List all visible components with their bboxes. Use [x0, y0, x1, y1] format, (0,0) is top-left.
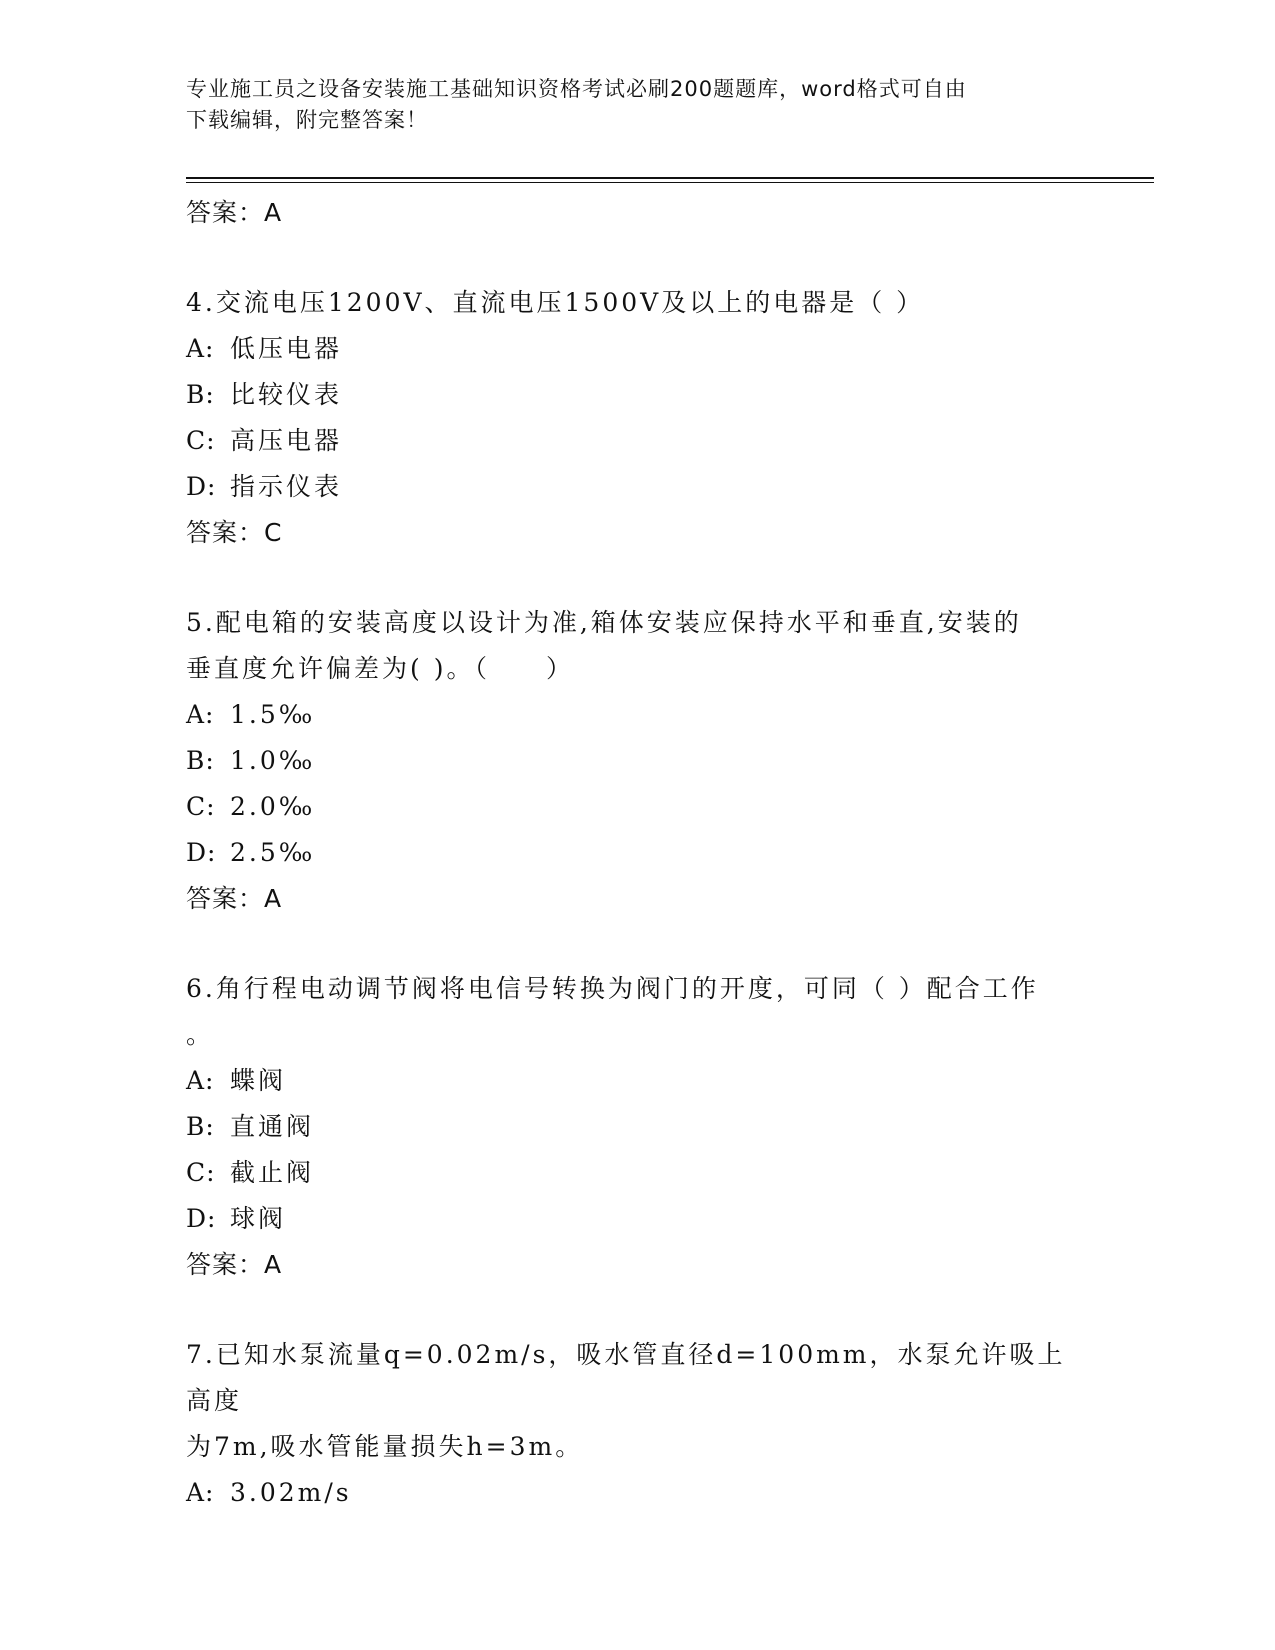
option-text: 截止阀	[230, 1158, 315, 1187]
option-letter: A:	[186, 1478, 215, 1507]
option-a	[186, 1470, 1086, 1516]
header-divider-thick	[186, 177, 1154, 179]
question-5	[186, 600, 1086, 922]
option-text: 3.02m/s	[230, 1478, 352, 1507]
option-a	[186, 1058, 1086, 1104]
option-text: 1.5‰	[230, 700, 316, 729]
header-divider-thin	[186, 182, 1154, 183]
option-b	[186, 372, 1086, 418]
option-letter: B:	[186, 380, 215, 409]
option-letter: D:	[186, 838, 217, 867]
option-text: 2.5‰	[230, 838, 316, 867]
question-stem-line-1: 7.已知水泵流量q=0.02m/s，吸水管直径d=100mm，水泵允许吸上高度	[186, 1340, 1066, 1415]
option-text: 比较仪表	[230, 380, 343, 409]
question-6	[186, 966, 1086, 1288]
question-stem-line-2: 。	[186, 1020, 215, 1049]
header-line-1: 专业施工员之设备安装施工基础知识资格考试必刷200题题库，word格式可自由	[186, 77, 967, 101]
option-text: 2.0‰	[230, 792, 316, 821]
option-d	[186, 830, 1086, 876]
header-line-2: 下载编辑，附完整答案！	[186, 108, 428, 132]
option-letter: B:	[186, 746, 215, 775]
question-7	[186, 1332, 1086, 1516]
option-text: 蝶阀	[230, 1066, 287, 1095]
answer-line: 答案：A	[186, 884, 283, 913]
option-d	[186, 1196, 1086, 1242]
question-4	[186, 280, 1086, 556]
answer-line: 答案：C	[186, 518, 283, 547]
option-c	[186, 784, 1086, 830]
option-letter: A:	[186, 334, 215, 363]
option-letter: C:	[186, 1158, 216, 1187]
answer-line: 答案：A	[186, 1250, 283, 1279]
option-text: 球阀	[230, 1204, 287, 1233]
option-letter: D:	[186, 1204, 217, 1233]
option-letter: A:	[186, 700, 215, 729]
option-text: 直通阀	[230, 1112, 315, 1141]
option-text: 低压电器	[230, 334, 343, 363]
question-stem-line-2: 垂直度允许偏差为( )。（ ）	[186, 654, 574, 683]
question-stem-line-1: 6.角行程电动调节阀将电信号转换为阀门的开度，可同（ ）配合工作	[186, 974, 1039, 1003]
option-letter: A:	[186, 1066, 215, 1095]
question-list	[186, 190, 1086, 1516]
option-letter: C:	[186, 426, 216, 455]
option-text: 指示仪表	[230, 472, 343, 501]
document-header	[186, 74, 1086, 136]
question-stem-line-1: 5.配电箱的安装高度以设计为准,箱体安装应保持水平和垂直,安装的	[186, 608, 1022, 637]
option-a	[186, 326, 1086, 372]
option-c	[186, 418, 1086, 464]
option-c	[186, 1150, 1086, 1196]
question-stem-line-2: 为7m,吸水管能量损失h=3m。	[186, 1432, 584, 1461]
option-a	[186, 692, 1086, 738]
option-text: 高压电器	[230, 426, 343, 455]
answer-line: 答案：A	[186, 198, 283, 227]
option-letter: C:	[186, 792, 216, 821]
option-d	[186, 464, 1086, 510]
option-b	[186, 1104, 1086, 1150]
option-letter: B:	[186, 1112, 215, 1141]
option-b	[186, 738, 1086, 784]
option-text: 1.0‰	[230, 746, 316, 775]
option-letter: D:	[186, 472, 217, 501]
question-stem: 4.交流电压1200V、直流电压1500V及以上的电器是（ ）	[186, 288, 925, 317]
